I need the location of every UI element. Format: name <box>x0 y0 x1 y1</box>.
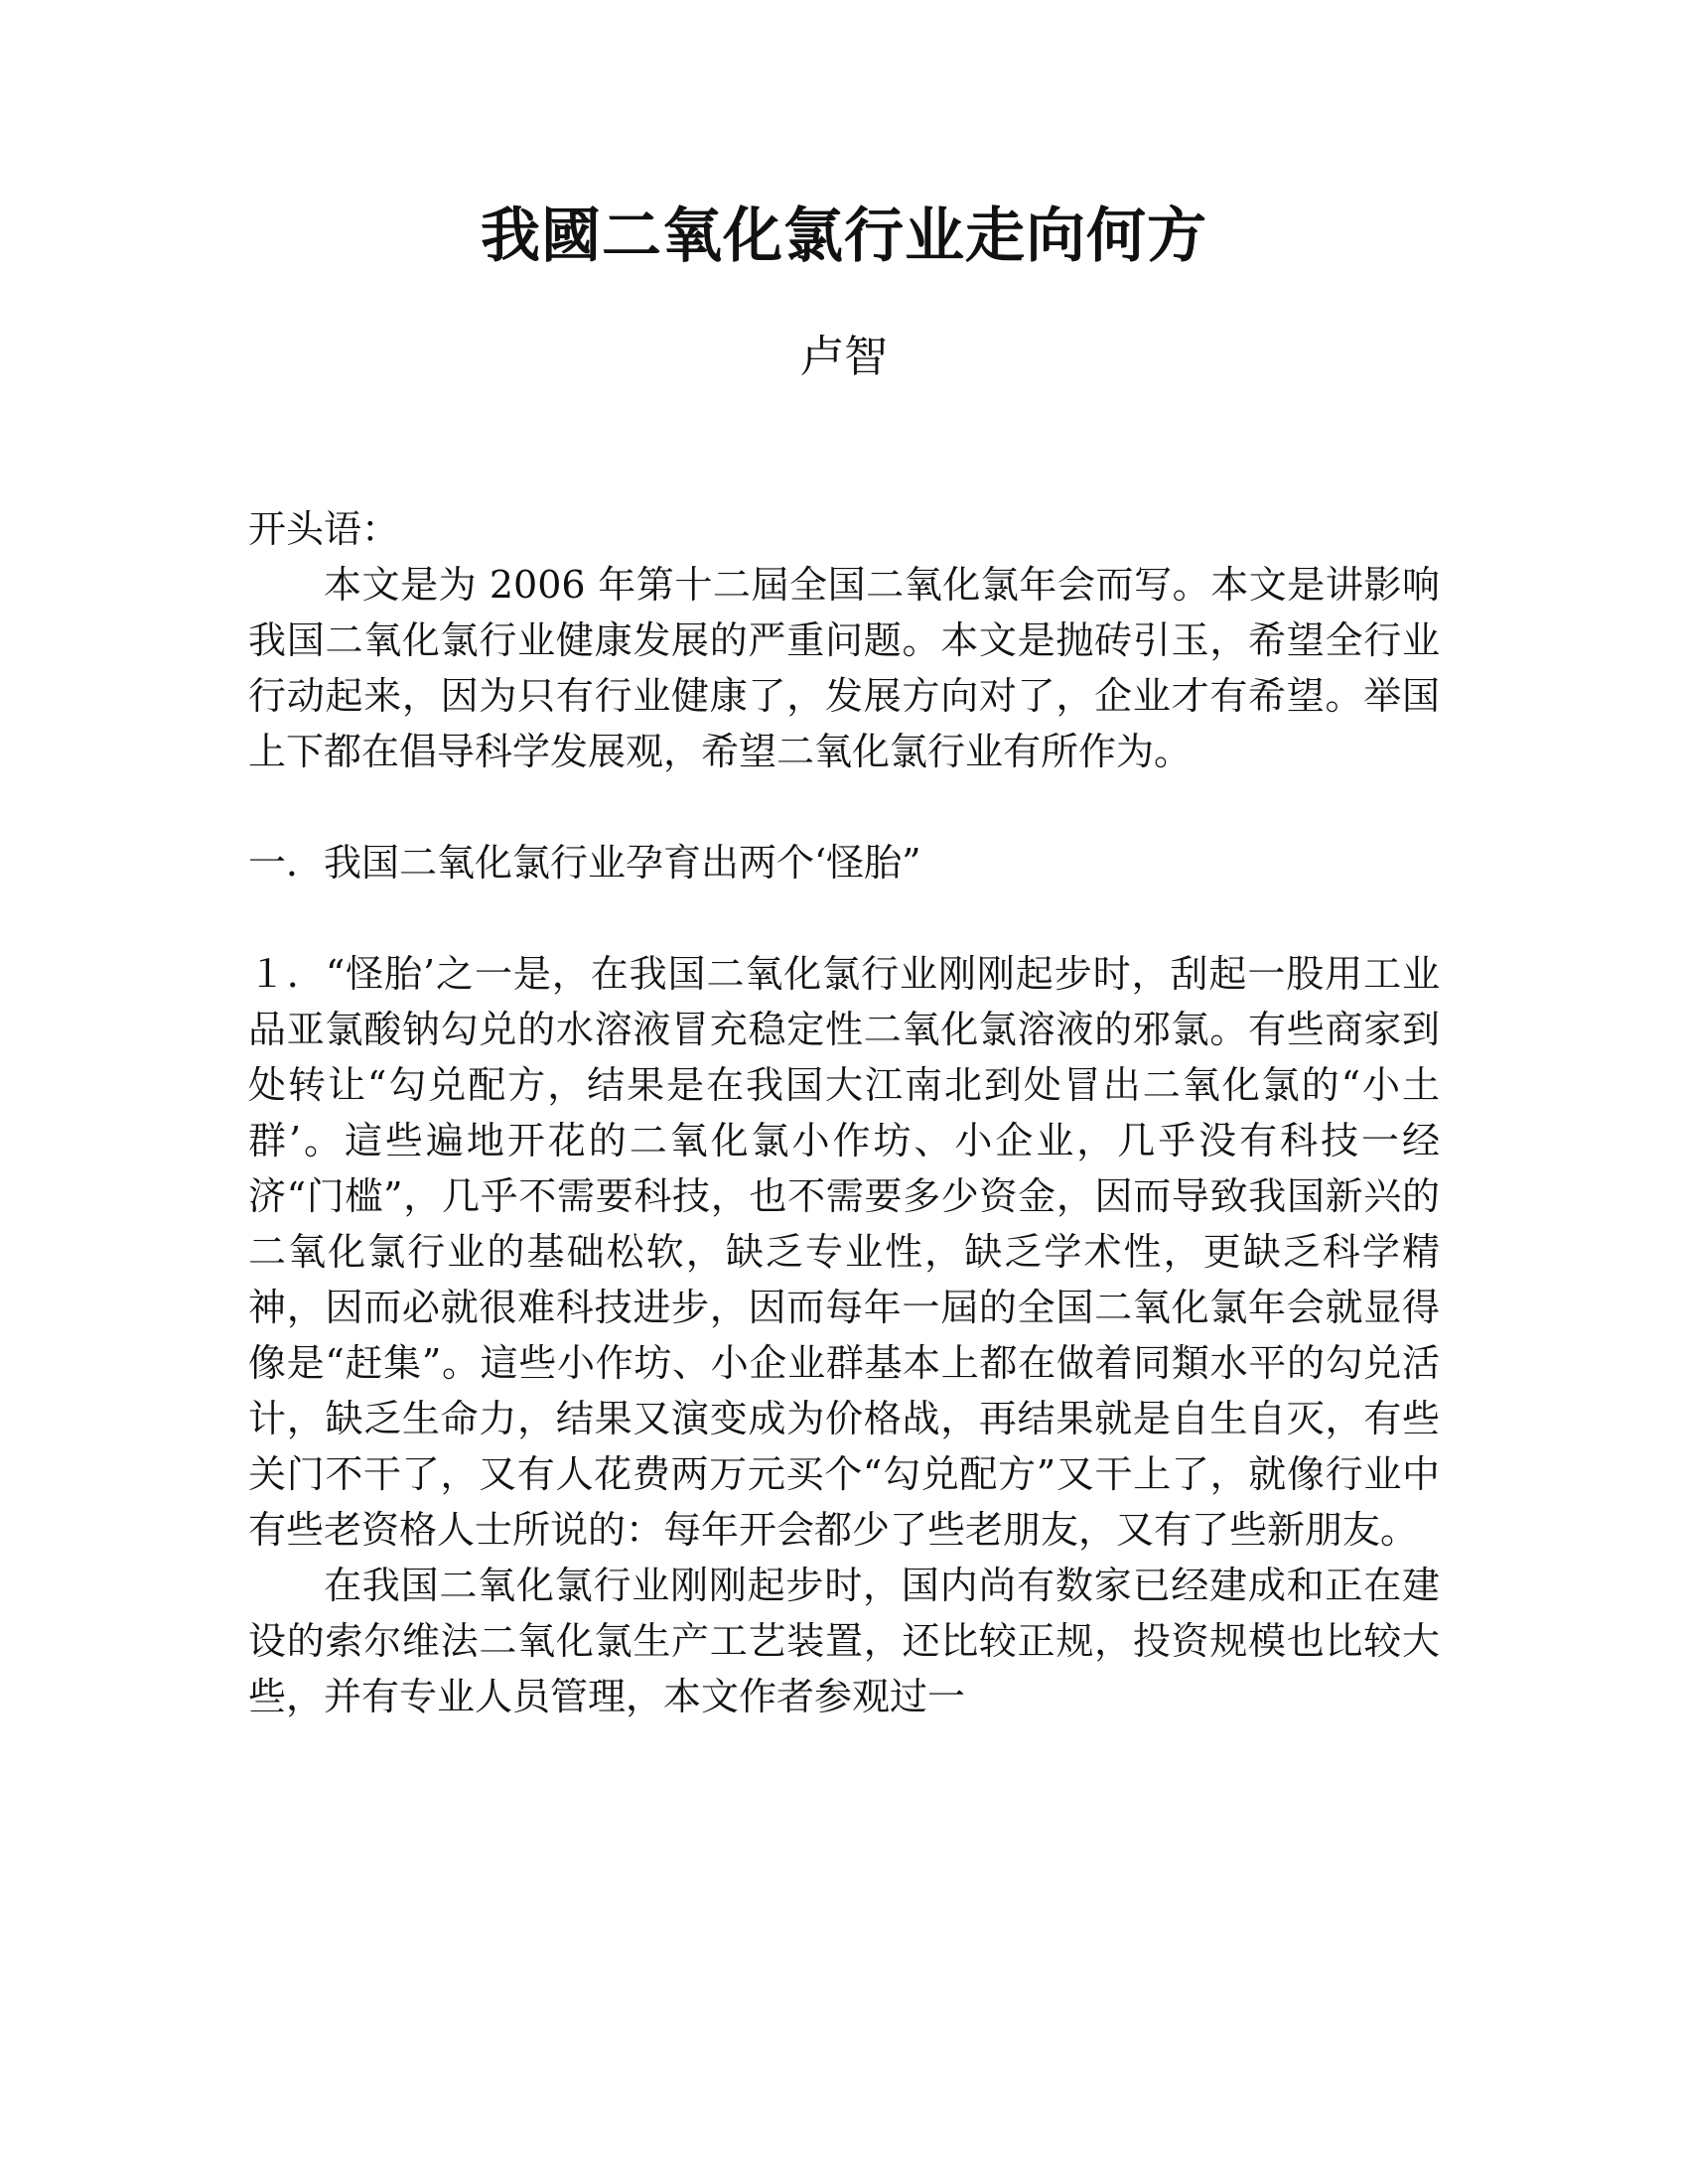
author-name: 卢智 <box>800 332 888 382</box>
intro-paragraph: 本文是为 2006 年第十二屆全国二氧化氯年会而写。本文是讲影响我国二氧化氯行业健康发展的严重问题。本文是抛砖引玉，希望全行业行动起来，因为只有行业健康了，发展方向对了，企业才有希望。举国上下都在倡导科学发展观，希望二氧化氯行业有所作为。 <box>248 563 1440 773</box>
body-paragraph-2: 在我国二氧化氯行业刚刚起步时，国内尚有数家已经建成和正在建设的索尔维法二氧化氯生产工艺装置，还比较正规，投资规模也比较大些，并有专业人员管理，本文作者参观过一 <box>248 1564 1440 1718</box>
document-title: 我國二氧化氯行业走向何方 <box>481 202 1207 271</box>
intro-label: 开头语： <box>248 507 400 551</box>
section-heading: 一．我国二氧化氯行业孕育出两个‘怪胎” <box>248 841 921 885</box>
document-body <box>248 501 1440 1724</box>
body-paragraph-1: １．“怪胎’之一是，在我国二氧化氯行业刚刚起步时，刮起一股用工业品亚氯酸钠勾兑的水溶液冒充稳定性二氧化氯溶液的邪氯。有些商家到处转让“勾兑配方，结果是在我国大江南北到处冒出二氧化氯的“小土群’。這些遍地开花的二氧化氯小作坊、小企业，几乎没有科技一经济“门槛”，几乎不需要科技，也不需要多少资金，因而导致我国新兴的二氧化氯行业的基础松软，缺乏专业性，缺乏学术性，更缺乏科学精神，因而必就很难科技进步，因而每年一屆的全国二氧化氯年会就显得像是“赶集”。這些小作坊、小企业群基本上都在做着同類水平的勾兑活计，缺乏生命力，结果又演变成为价格战，再结果就是自生自灭，有些关门不干了，又有人花费两万元买个“勾兑配方”又干上了，就像行业中有些老资格人士所说的：每年开会都少了些老朋友，又有了些新朋友。 <box>248 952 1440 1552</box>
paragraph-gap <box>248 779 1440 835</box>
paragraph-gap <box>248 890 1440 946</box>
